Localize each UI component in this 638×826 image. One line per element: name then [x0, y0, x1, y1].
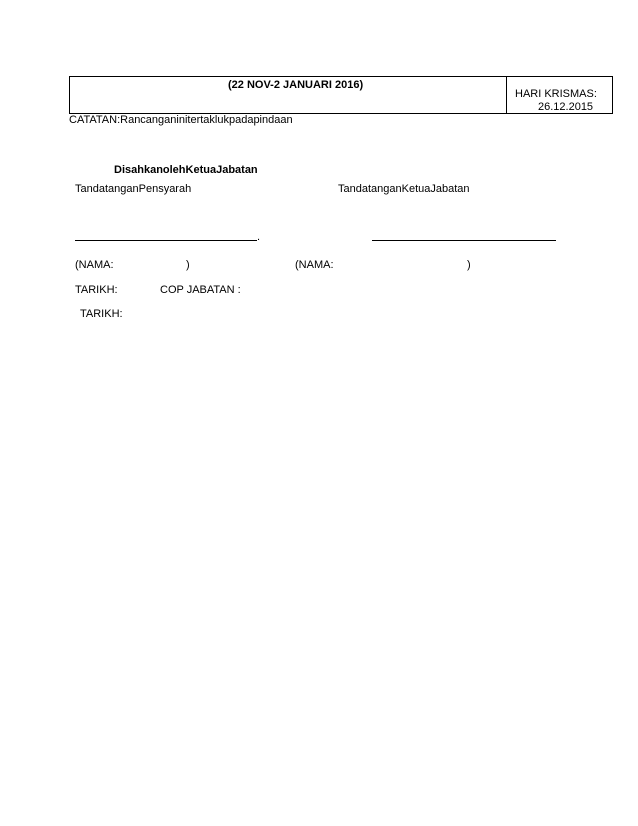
lecturer-signature-label: TandatanganPensyarah — [75, 183, 192, 195]
header-table — [69, 76, 613, 114]
name-close-right: ) — [467, 259, 471, 271]
head-signature-label: TandatanganKetuaJabatan — [338, 183, 470, 195]
date-label-right: TARIKH: — [80, 308, 123, 320]
department-stamp-label: COP JABATAN : — [160, 284, 241, 296]
period-label: (22 NOV-2 JANUARI 2016) — [228, 79, 364, 91]
lecturer-signature-line — [75, 240, 257, 241]
head-signature-line — [372, 240, 556, 241]
date-label-left: TARIKH: — [75, 284, 118, 296]
table-cell-divider — [506, 77, 507, 113]
name-open-left: (NAMA: — [75, 259, 114, 271]
holiday-label: HARI KRISMAS: — [515, 88, 597, 100]
note-text: CATATAN:Rancanganinitertaklukpadapindaan — [69, 114, 293, 126]
approval-heading: DisahkanolehKetuaJabatan — [114, 164, 258, 176]
name-close-left: ) — [186, 259, 190, 271]
lecturer-signature-line-end: . — [257, 231, 261, 243]
name-open-right: (NAMA: — [295, 259, 334, 271]
holiday-date: 26.12.2015 — [538, 101, 594, 113]
